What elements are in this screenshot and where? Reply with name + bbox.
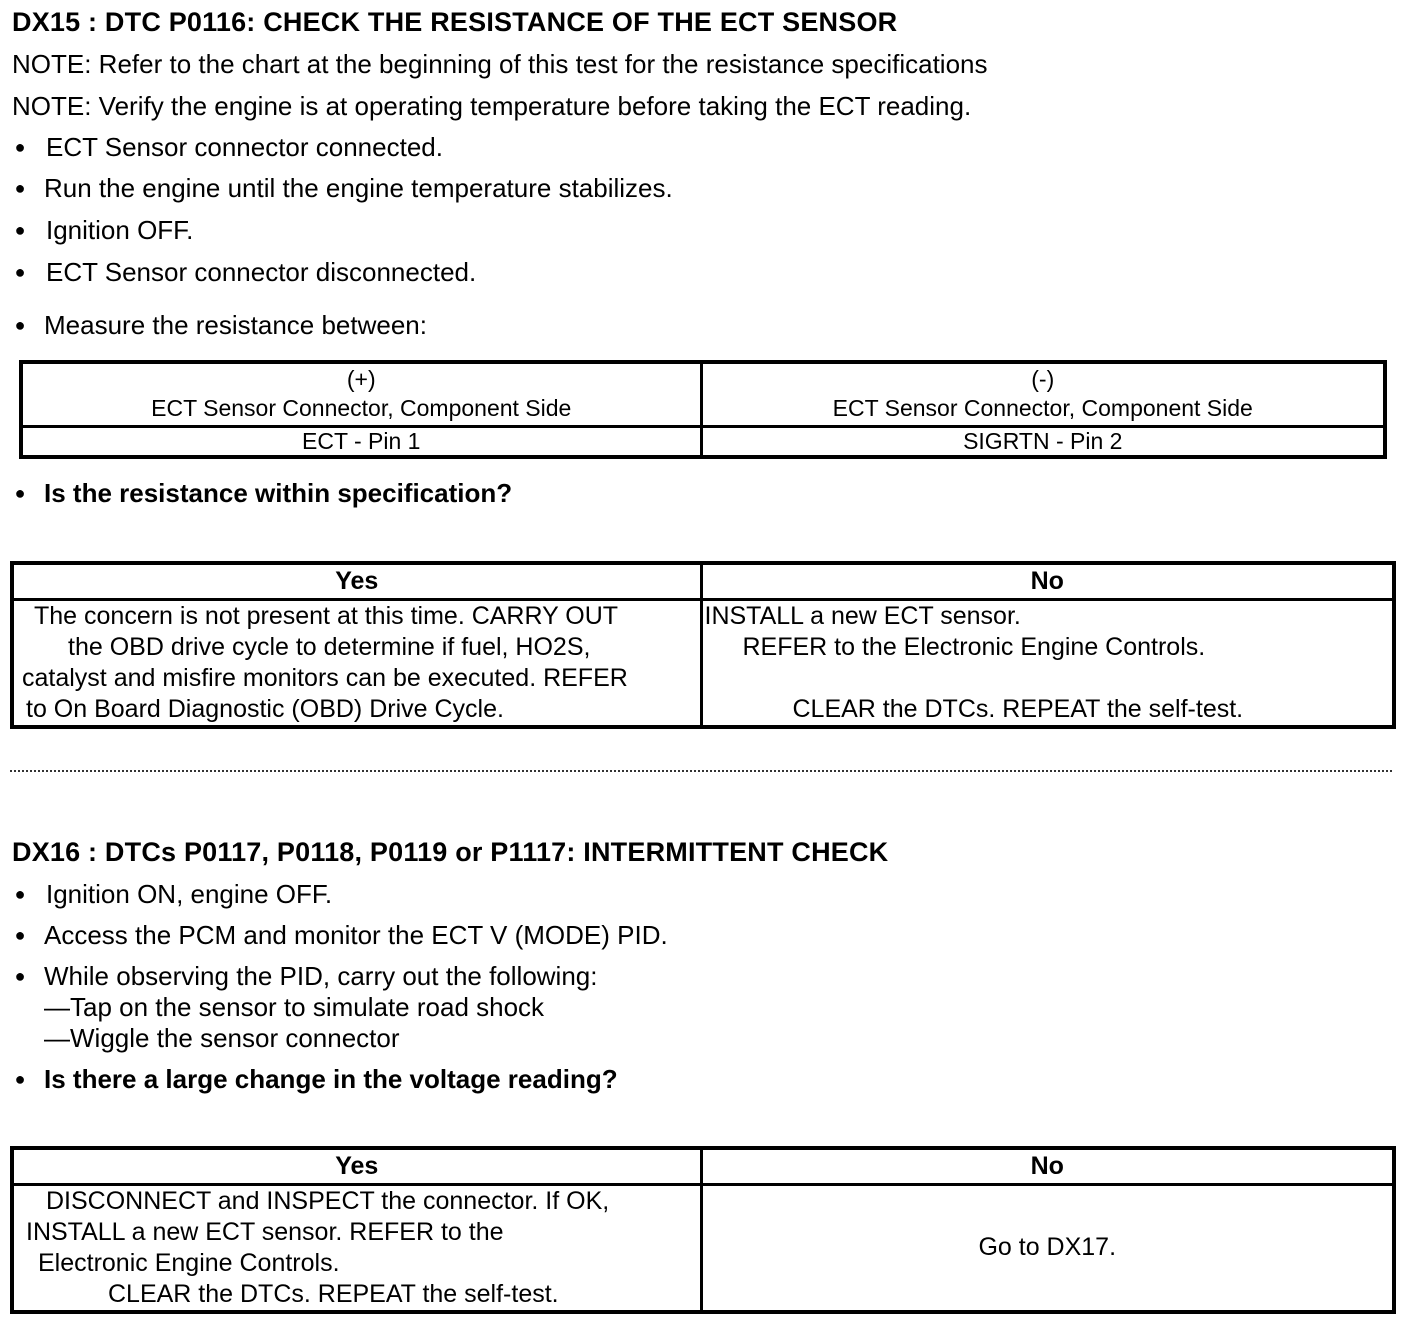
measure-minus-header-cell [701,362,1385,426]
dx16-step-text: While observing the PID, carry out the following: [44,961,598,991]
dx15-yes-line: catalyst and misfire monitors can be executed. REFER [22,663,628,692]
dx15-note-chart: NOTE: Refer to the chart at the beginning of this test for the resistance specifications [12,49,988,79]
minus-header: ECT Sensor Connector, Component Side [832,395,1253,422]
dx16-no-body: Go to DX17. [701,1184,1394,1312]
minus-symbol: (-) [1031,366,1055,393]
dx15-question-text: Is the resistance within specification? [44,478,513,508]
dx15-step-text: ECT Sensor connector disconnected. [46,257,477,287]
dx15-measure-table [19,360,1387,459]
bullet-icon: ● [14,1069,26,1089]
dx15-no-line: REFER to the Electronic Engine Controls. [742,632,1206,661]
dx16-yes-body [12,1184,701,1312]
bullet-icon: ● [14,178,26,198]
dx15-yes-line: The concern is not present at this time. CARRY OUT [34,601,619,630]
dx15-no-body [701,599,1394,727]
dx15-result-table [10,561,1396,729]
dx15-step-text: Measure the resistance between: [44,310,427,340]
dx16-sub-step: —Wiggle the sensor connector [44,1023,400,1053]
dx16-title: DX16 : DTCs P0117, P0118, P0119 or P1117: INTERMITTENT CHECK [12,837,889,867]
dx15-step-text: Ignition OFF. [46,215,194,245]
measure-plus-value: ECT - Pin 1 [21,426,701,457]
plus-symbol: (+) [346,366,376,393]
dx15-no-line: INSTALL a new ECT sensor. [704,601,1021,630]
dx15-title: DX15 : DTC P0116: CHECK THE RESISTANCE OF THE ECT SENSOR [12,7,898,37]
measure-minus-value: SIGRTN - Pin 2 [701,426,1385,457]
bullet-icon: ● [14,137,26,157]
dx16-no-header: No [701,1148,1394,1184]
section-divider [10,770,1392,772]
bullet-icon: ● [14,966,26,986]
dx15-yes-header: Yes [12,563,701,599]
dx16-question-text: Is there a large change in the voltage reading? [44,1064,618,1094]
dx16-step-text: Access the PCM and monitor the ECT V (MODE) PID. [44,920,668,950]
dx16-yes-line: INSTALL a new ECT sensor. REFER to the [26,1217,504,1246]
bullet-icon: ● [14,884,26,904]
dx15-yes-line: to On Board Diagnostic (OBD) Drive Cycle. [26,694,504,723]
dx16-sub-step: —Tap on the sensor to simulate road shock [44,992,545,1022]
dx15-yes-body [12,599,701,727]
bullet-icon: ● [14,262,26,282]
dx16-yes-line: Electronic Engine Controls. [38,1248,340,1277]
dx15-step-text: Run the engine until the engine temperature stabilizes. [44,173,673,203]
dx16-yes-line: CLEAR the DTCs. REPEAT the self-test. [108,1279,559,1308]
dx16-step-text: Ignition ON, engine OFF. [46,879,333,909]
bullet-icon: ● [14,220,26,240]
bullet-icon: ● [14,315,26,335]
plus-header: ECT Sensor Connector, Component Side [151,395,572,422]
bullet-icon: ● [14,925,26,945]
dx16-result-table [10,1146,1396,1314]
bullet-icon: ● [14,483,26,503]
dx15-step-text: ECT Sensor connector connected. [46,132,443,162]
dx15-yes-line: the OBD drive cycle to determine if fuel, HO2S, [68,632,591,661]
dx16-yes-line: DISCONNECT and INSPECT the connector. If OK, [46,1186,610,1215]
dx15-note-temperature: NOTE: Verify the engine is at operating temperature before taking the ECT reading. [12,91,972,121]
dx15-no-line: CLEAR the DTCs. REPEAT the self-test. [792,694,1244,723]
dx16-yes-header: Yes [12,1148,701,1184]
dx15-no-header: No [701,563,1394,599]
measure-plus-header-cell [21,362,701,426]
